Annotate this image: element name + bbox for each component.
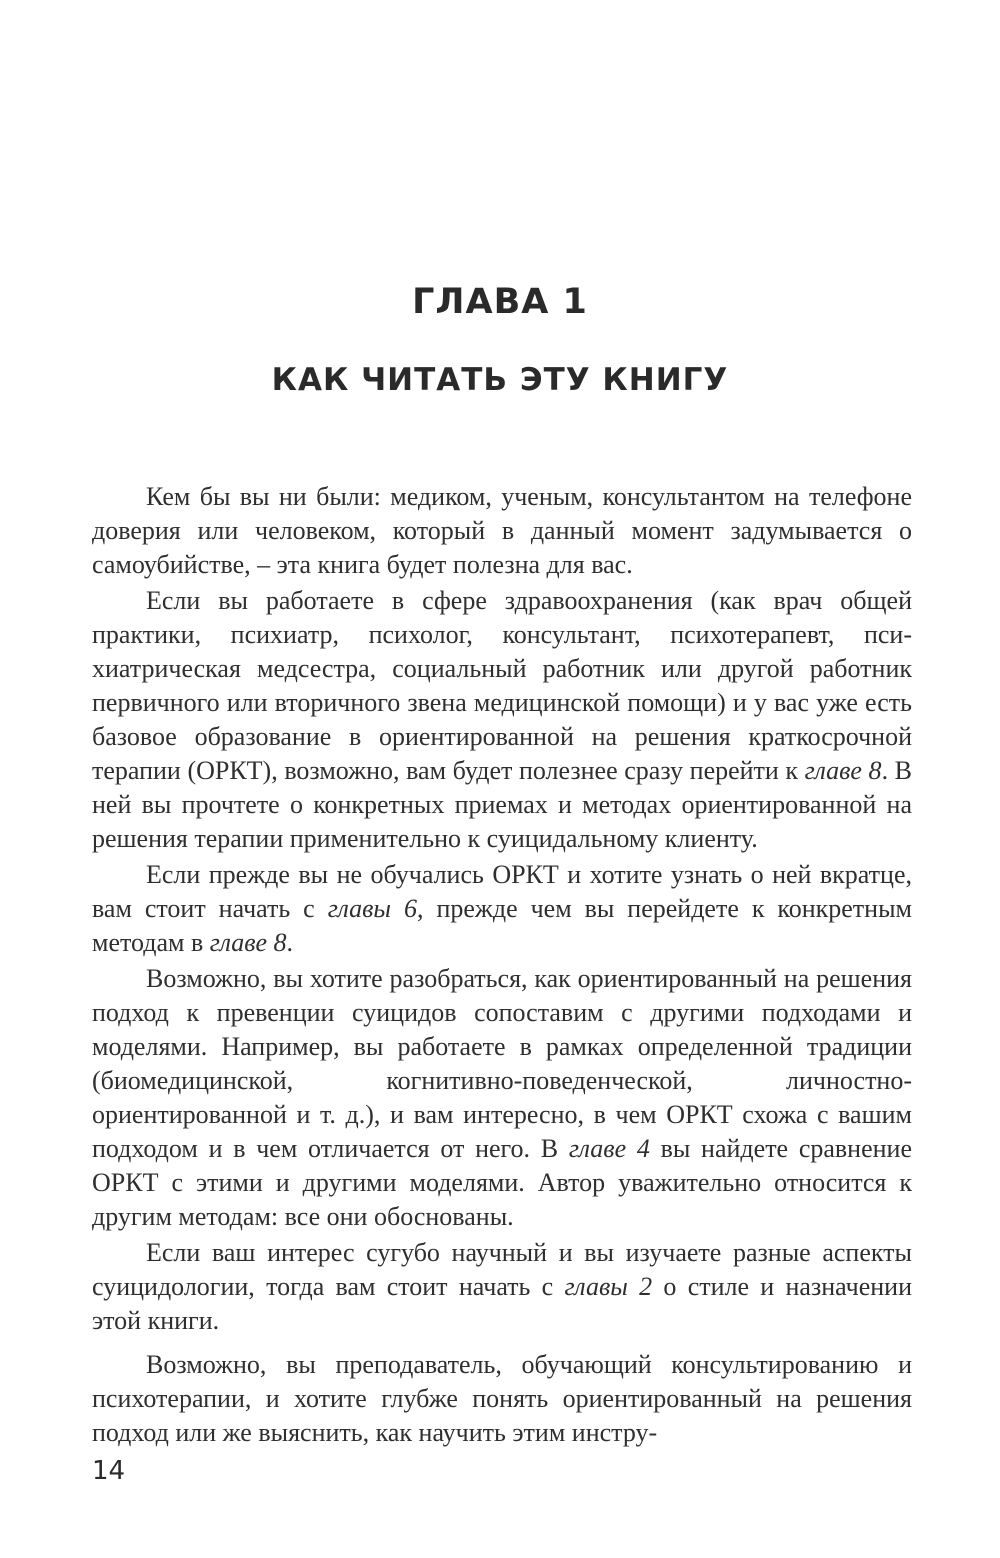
paragraph-text: Кем бы вы ни были: медиком, ученым, консультантом на телефоне доверия или человеком, который в данный момент задумывается о самоубийстве, – эта книга будет полезна для вас. — [92, 482, 912, 579]
page-number: 14 — [92, 1456, 126, 1486]
paragraph-text: Возможно, вы преподаватель, обучающий консультированию и психотерапии, и хотите глубже понять ориентированный на решения подход или же выяснить, как научить этим инстру- — [92, 1350, 912, 1447]
paragraph-text: . — [286, 928, 294, 957]
paragraph-text: , прежде чем вы перейдете к конкретным методам в — [92, 894, 913, 957]
chapter-reference: главе 8 — [804, 756, 882, 785]
paragraph-text: вы найдете сравнение ОРКТ с этими и другими моделями. Автор уважительно относится к другим методам: все они обоснованы. — [92, 1134, 913, 1231]
paragraph-text: Если прежде вы не обучались ОРКТ и хотите узнать о ней вкратце, вам стоит начать с — [92, 860, 912, 923]
paragraph — [92, 584, 912, 856]
paragraph — [92, 858, 912, 960]
chapter-reference: главе 8 — [209, 928, 287, 957]
paragraph-text: Возможно, вы хотите разобраться, как ориентированный на решения подход к превенции суицидов сопоставим с другими подходами и моделями. Например, вы работаете в рамках определенной традиции (биомедицинской, когнитивно-поведенческой, личностно-ориентированной и т. д.), и вам интересно, в чем ОРКТ схожа с вашим подходом и в чем отличается от него. В — [92, 964, 912, 1163]
chapter-label: ГЛАВА 1 — [412, 282, 588, 322]
chapter-reference: главы 6 — [327, 894, 417, 923]
paragraph-text: о стиле и назначении этой книги. — [92, 1272, 912, 1335]
paragraph — [92, 1236, 912, 1338]
paragraph — [92, 1348, 912, 1450]
body-text — [92, 480, 912, 1450]
chapter-reference: главе 4 — [568, 1134, 650, 1163]
paragraph-text: Если ваш интерес сугубо научный и вы изучаете разные аспекты суицидологии, тогда вам стоит начать с — [92, 1238, 912, 1301]
chapter-reference: главы 2 — [564, 1272, 653, 1301]
paragraph — [92, 962, 912, 1234]
paragraph-text: Если вы работаете в сфере здравоохранения (как врач общей практики, психиатр, психолог, консультант, психотерапевт, психиатрическая медсестра, социальный работник или другой работник первичного или вторичного звена медицинской помощи) и у вас уже есть базовое образование в ориентированной на решения краткосрочной терапии (ОРКТ), возможно, вам будет полезнее сразу перейти к — [92, 586, 912, 785]
paragraph-text: . В ней вы прочтете о конкретных приемах и методах ориентированной на решения терапии применительно к суицидальному клиенту. — [92, 756, 913, 853]
chapter-title: КАК ЧИТАТЬ ЭТУ КНИГУ — [271, 362, 729, 398]
paragraph — [92, 480, 912, 582]
